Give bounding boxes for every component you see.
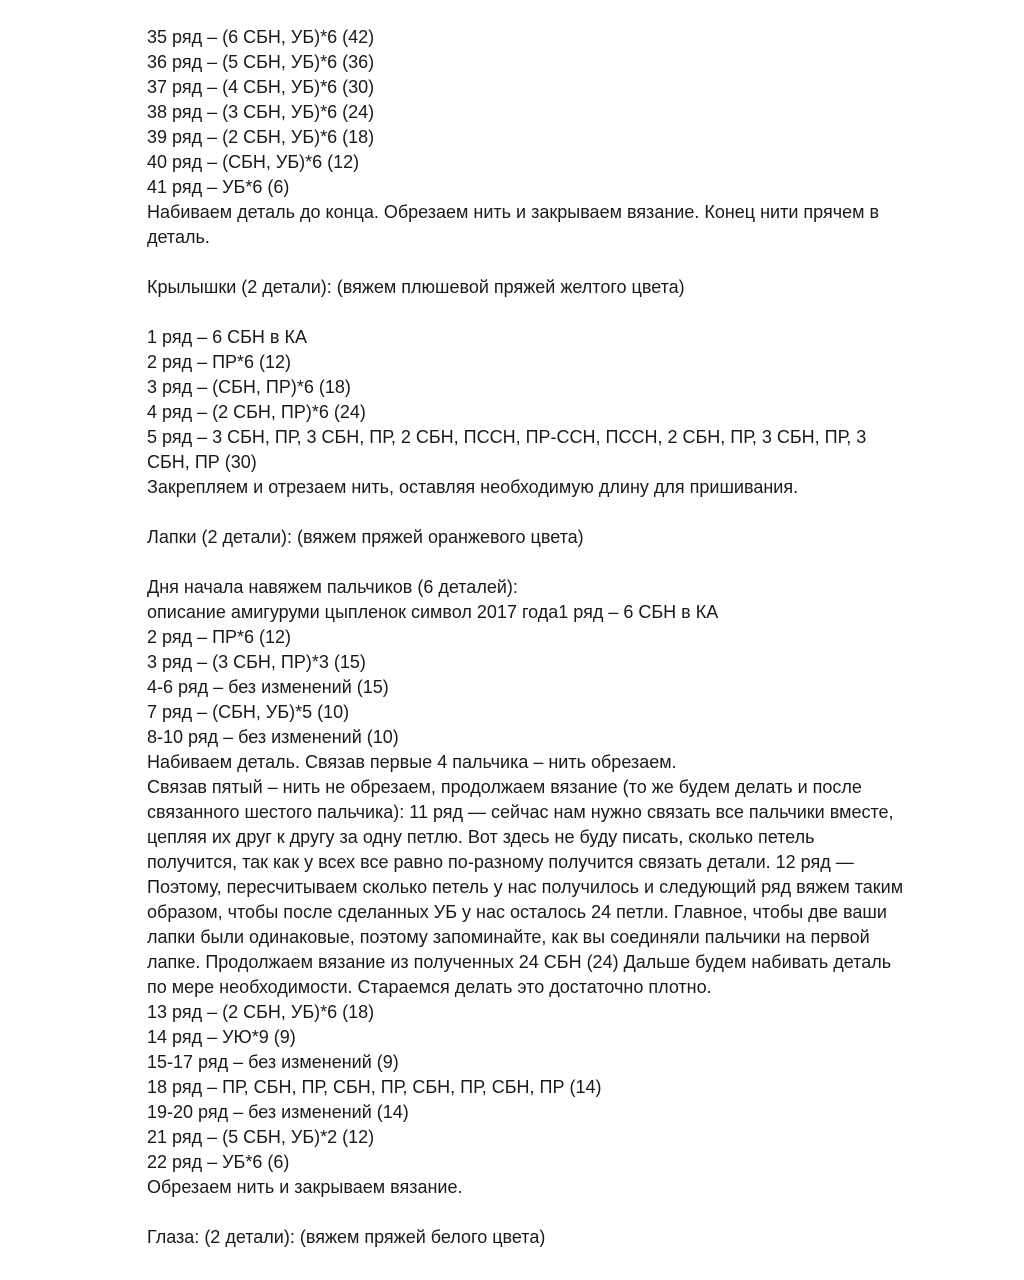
text-line: получится, так как у всех все равно по-разному получится связать детали. 12 ряд — bbox=[147, 852, 854, 872]
text-line: 13 ряд – (2 СБН, УБ)*6 (18) bbox=[147, 1002, 375, 1022]
text-line: 35 ряд – (6 СБН, УБ)*6 (42) bbox=[147, 27, 375, 47]
text-line: 14 ряд – УЮ*9 (9) bbox=[147, 1027, 296, 1047]
text-line: 41 ряд – УБ*6 (6) bbox=[147, 177, 290, 197]
text-line: 36 ряд – (5 СБН, УБ)*6 (36) bbox=[147, 52, 375, 72]
text-line: по мере необходимости. Стараемся делать это достаточно плотно. bbox=[147, 977, 712, 997]
text-line: 39 ряд – (2 СБН, УБ)*6 (18) bbox=[147, 127, 375, 147]
text-line: СБН, ПР (30) bbox=[147, 452, 257, 472]
text-line: 8-10 ряд – без изменений (10) bbox=[147, 727, 399, 747]
section-heading-wings: Крылышки (2 детали): (вяжем плюшевой пряжей желтого цвета) bbox=[147, 277, 685, 297]
text-line: 40 ряд – (СБН, УБ)*6 (12) bbox=[147, 152, 360, 172]
text-line: Поэтому, пересчитываем сколько петель у нас получилось и следующий ряд вяжем таким bbox=[147, 877, 904, 897]
text-line: 19-20 ряд – без изменений (14) bbox=[147, 1102, 409, 1122]
blank-line bbox=[147, 300, 947, 325]
text-line: 2 ряд – ПР*6 (12) bbox=[147, 627, 292, 647]
blank-line bbox=[147, 550, 947, 575]
text-line: связанного шестого пальчика): 11 ряд — сейчас нам нужно связать все пальчики вместе, bbox=[147, 802, 894, 822]
text-line: Дня начала навяжем пальчиков (6 деталей): bbox=[147, 577, 518, 597]
text-line: 4-6 ряд – без изменений (15) bbox=[147, 677, 389, 697]
section-heading-eyes: Глаза: (2 детали): (вяжем пряжей белого цвета) bbox=[147, 1227, 546, 1247]
text-line: 38 ряд – (3 СБН, УБ)*6 (24) bbox=[147, 102, 375, 122]
text-line: 2 ряд – ПР*6 (12) bbox=[147, 352, 292, 372]
text-line: 15-17 ряд – без изменений (9) bbox=[147, 1052, 399, 1072]
text-line: Набиваем деталь до конца. Обрезаем нить и закрываем вязание. Конец нити прячем в bbox=[147, 202, 880, 222]
text-line: 5 ряд – 3 СБН, ПР, 3 СБН, ПР, 2 СБН, ПССН, ПР-ССН, ПССН, 2 СБН, ПР, 3 СБН, ПР, 3 bbox=[147, 427, 867, 447]
text-line: Набиваем деталь. Связав первые 4 пальчика – нить обрезаем. bbox=[147, 752, 677, 772]
text-line: Закрепляем и отрезаем нить, оставляя необходимую длину для пришивания. bbox=[147, 477, 799, 497]
text-line: 21 ряд – (5 СБН, УБ)*2 (12) bbox=[147, 1127, 375, 1147]
text-line: 1 ряд – 6 СБН в КА bbox=[147, 327, 307, 347]
text-line: 3 ряд – (СБН, ПР)*6 (18) bbox=[147, 377, 351, 397]
text-line: цепляя их друг к другу за одну петлю. Вот здесь не буду писать, сколько петель bbox=[147, 827, 815, 847]
text-line: описание амигуруми цыпленок символ 2017 года1 ряд – 6 СБН в КА bbox=[147, 602, 719, 622]
blank-line bbox=[147, 1200, 947, 1225]
blank-line bbox=[147, 250, 947, 275]
document-body bbox=[147, 25, 947, 1250]
text-line: деталь. bbox=[147, 227, 210, 247]
text-line: Связав пятый – нить не обрезаем, продолжаем вязание (то же будем делать и после bbox=[147, 777, 862, 797]
text-line: 7 ряд – (СБН, УБ)*5 (10) bbox=[147, 702, 350, 722]
text-line: 37 ряд – (4 СБН, УБ)*6 (30) bbox=[147, 77, 375, 97]
blank-line bbox=[147, 500, 947, 525]
text-line: 3 ряд – (3 СБН, ПР)*3 (15) bbox=[147, 652, 366, 672]
text-line: лапке. Продолжаем вязание из полученных 24 СБН (24) Дальше будем набивать деталь bbox=[147, 952, 892, 972]
text-line: 4 ряд – (2 СБН, ПР)*6 (24) bbox=[147, 402, 366, 422]
section-heading-paws: Лапки (2 детали): (вяжем пряжей оранжевого цвета) bbox=[147, 527, 584, 547]
text-line: Обрезаем нить и закрываем вязание. bbox=[147, 1177, 463, 1197]
text-line: 22 ряд – УБ*6 (6) bbox=[147, 1152, 290, 1172]
text-line: образом, чтобы после сделанных УБ у нас осталось 24 петли. Главное, чтобы две ваши bbox=[147, 902, 887, 922]
text-line: 18 ряд – ПР, СБН, ПР, СБН, ПР, СБН, ПР, СБН, ПР (14) bbox=[147, 1077, 602, 1097]
text-line: лапки были одинаковые, поэтому запоминайте, как вы соединяли пальчики на первой bbox=[147, 927, 870, 947]
